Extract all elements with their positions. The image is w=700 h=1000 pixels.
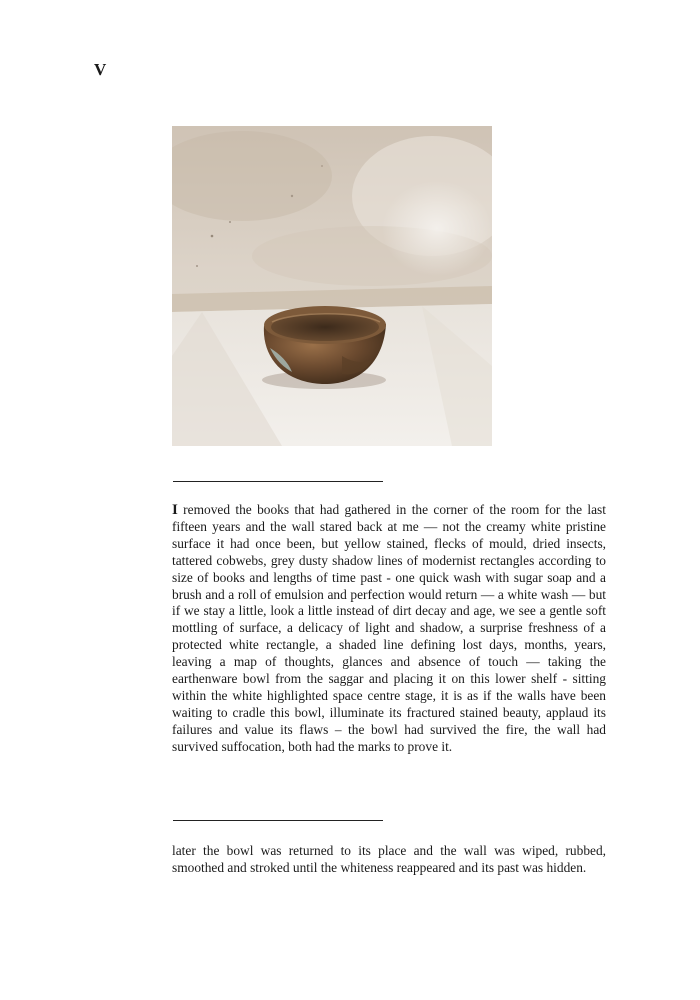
main-paragraph-body: removed the books that had gathered in the corner of the room for the last fifteen years and the wall stared back at me — not the creamy white pristine surface it had once been, but yellow stained, flecks of mould, dried insects, tattered cobwebs, grey dusty shadow lines of modernist rectangles according to size of books and lengths of time past - one quick wash with sugar soap and a brush and a roll of emulsion and perfection would return — a white wash — but if we stay a little, look a little instead of dirt decay and age, we see a gentle soft mottling of surface, a delicacy of light and shadow, a surprise freshness of a protected white rectangle, a shaded line defining lost days, months, years, leaving a map of thoughts, glances and absence of touch — taking the earthenware bowl from the saggar and placing it on this lower shelf - sitting within the white highlighted space centre stage, it is as if the walls have been waiting to cradle this bowl, illuminate its fractured stained beauty, applaud its failures and value its flaws – the bowl had survived the fire, the wall had survived suffocation, both had the marks to prove it. — [172, 502, 606, 754]
divider-rule-bottom — [173, 820, 383, 821]
main-paragraph — [172, 502, 606, 756]
lead-letter: I — [172, 502, 178, 518]
section-numeral: V — [94, 60, 107, 79]
divider-rule-top — [173, 481, 383, 482]
coda-paragraph: later the bowl was returned to its place and the wall was wiped, rubbed, smoothed and stroked until the whiteness reappeared and its past was hidden. — [172, 843, 606, 875]
earthenware-bowl-photo — [172, 126, 492, 446]
